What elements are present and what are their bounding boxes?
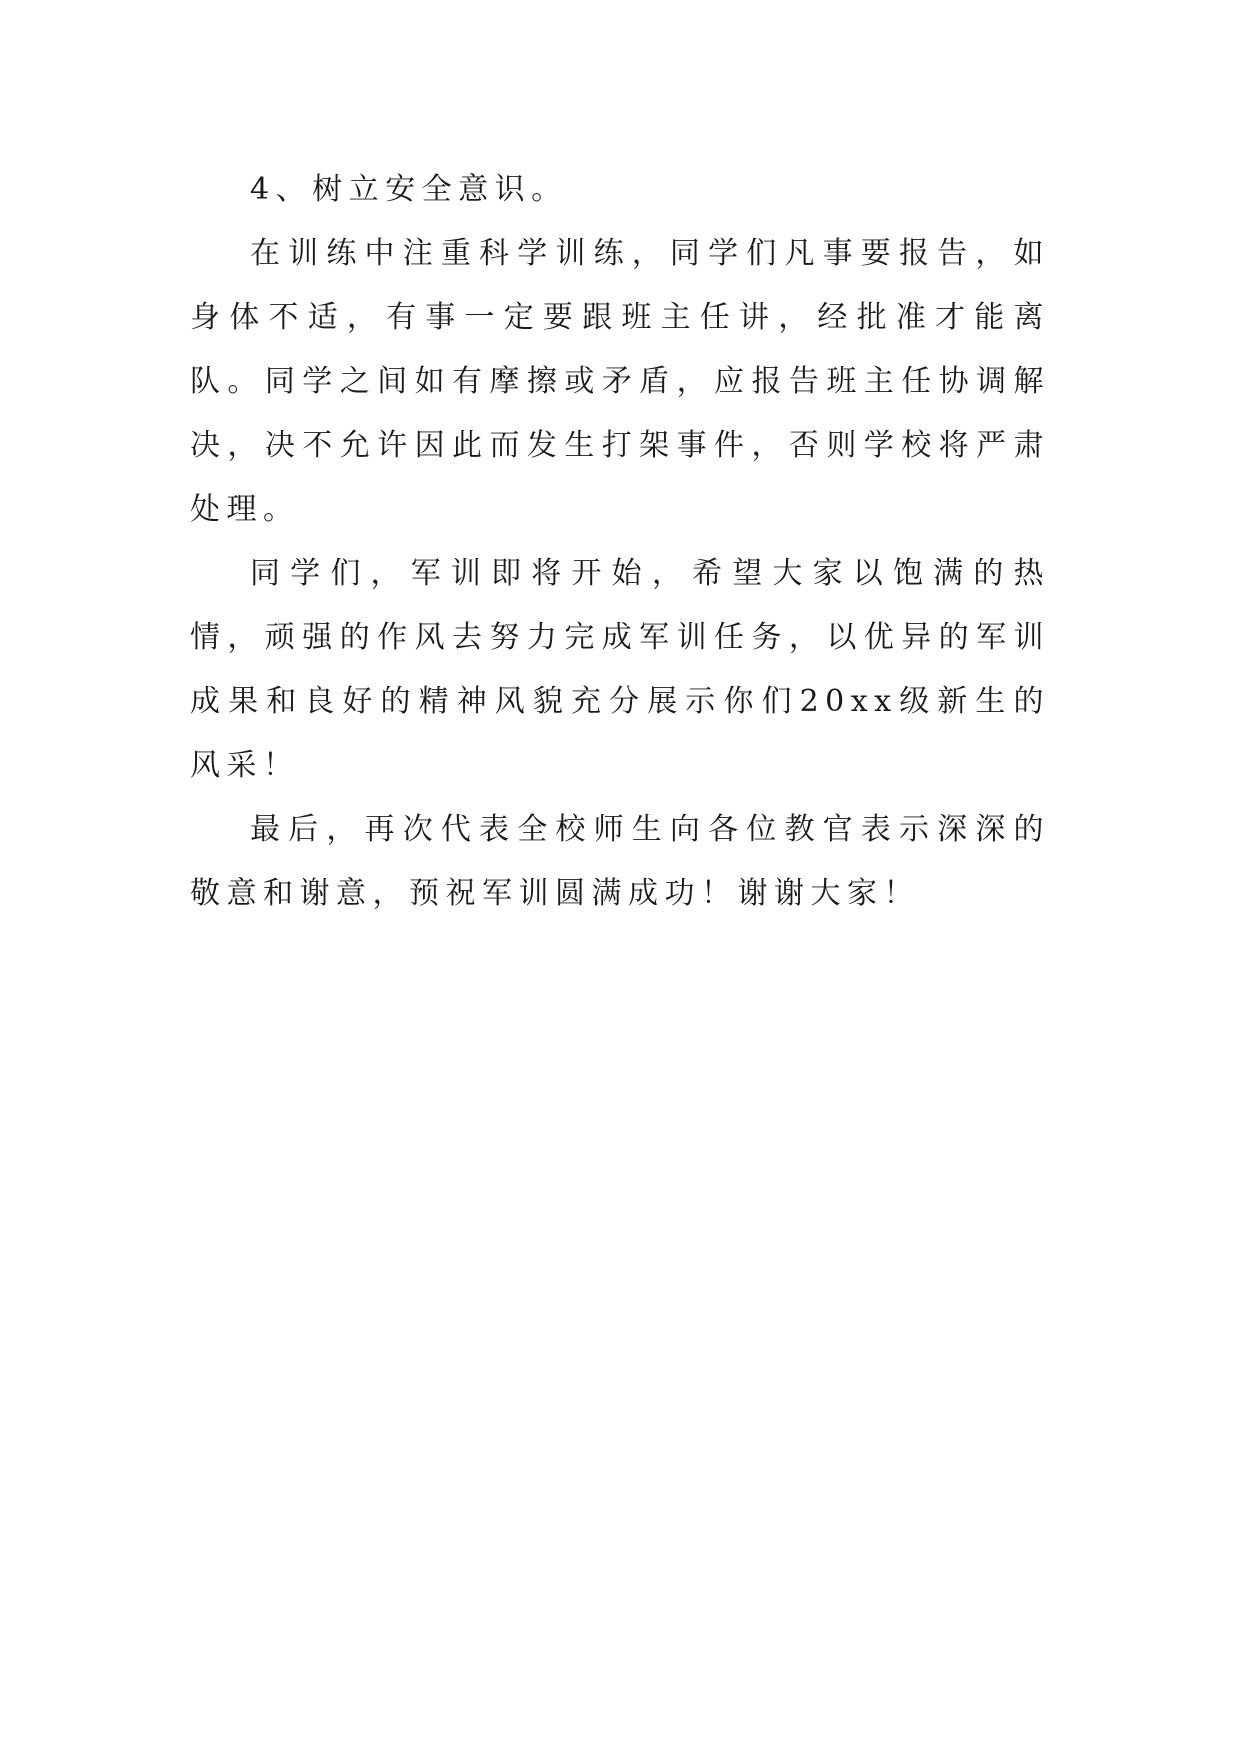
paragraph-training-rules: 在训练中注重科学训练，同学们凡事要报告，如身体不适，有事一定要跟班主任讲，经批准才能离队。同学之间如有摩擦或矛盾，应报告班主任协调解决，决不允许因此而发生打架事件，否则学校将严肃处理。	[190, 236, 1050, 527]
paragraph-closing: 最后，再次代表全校师生向各位教官表示深深的敬意和谢意，预祝军训圆满成功！谢谢大家！	[190, 812, 1050, 911]
paragraph-encouragement: 同学们，军训即将开始，希望大家以饱满的热情，顽强的作风去努力完成军训任务，以优异的军训成果和良好的精神风貌充分展示你们20xx级新生的风采！	[190, 556, 1050, 783]
document-body	[190, 158, 1050, 926]
paragraph-safety-heading: 4、树立安全意识。	[250, 172, 568, 207]
